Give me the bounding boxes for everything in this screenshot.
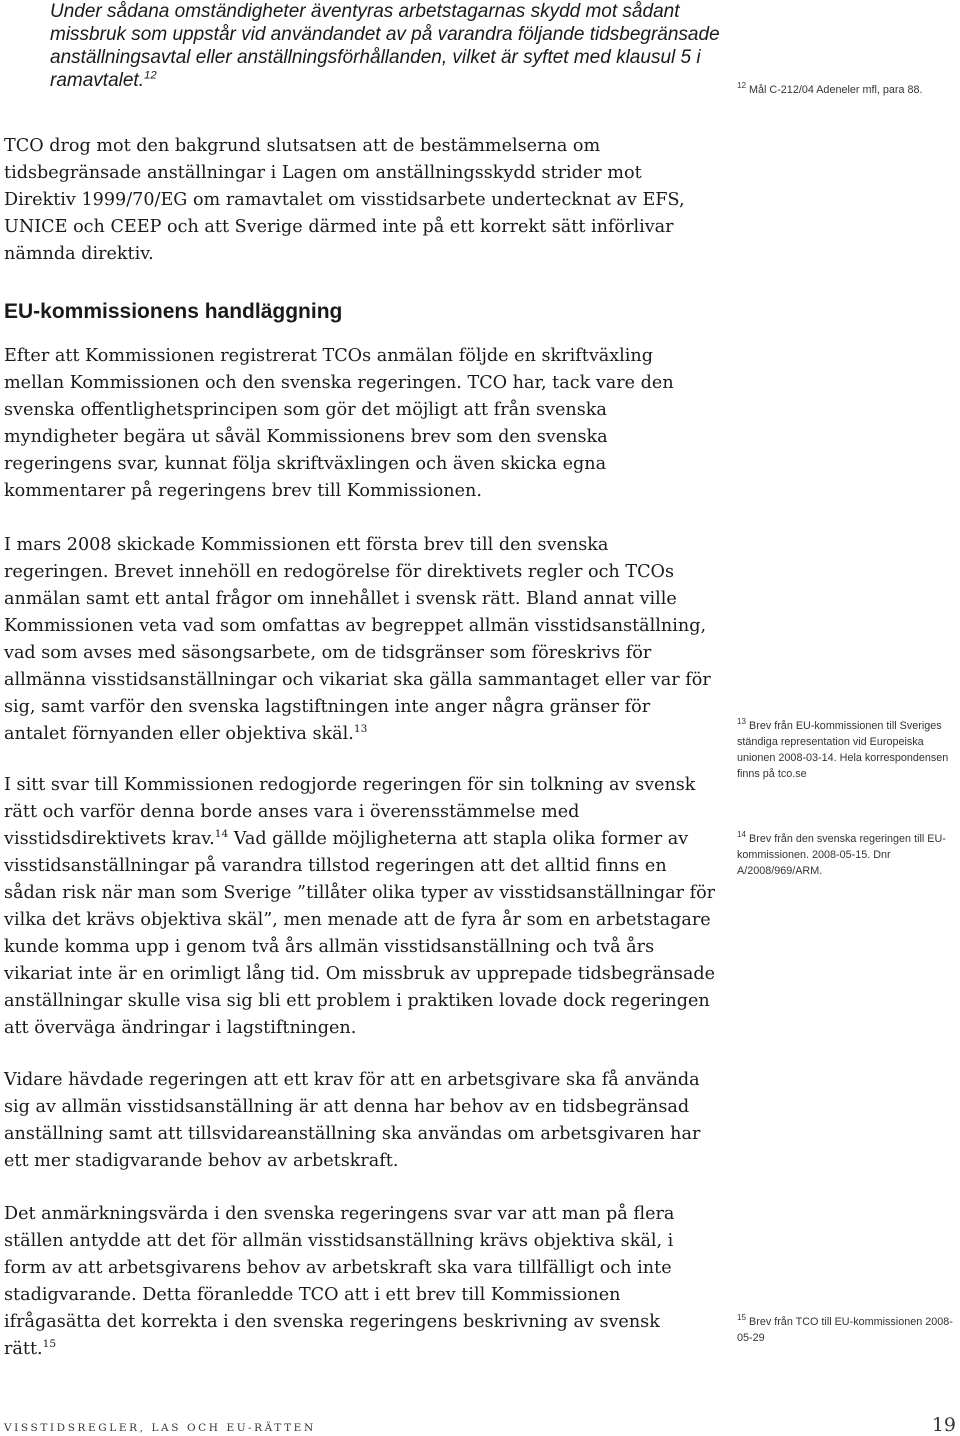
footnote-15-text: Brev från TCO till EU-kommissionen 2008-05-29 <box>737 1316 953 1344</box>
footnote-12 <box>737 82 959 98</box>
paragraph-first-letter <box>4 532 716 748</box>
footnote-12-number: 12 <box>737 81 747 91</box>
page-number: 19 <box>931 1414 956 1436</box>
paragraph-conclusion: TCO drog mot den bakgrund slutsatsen att de bestämmelserna om tidsbegränsade anställningar i Lagen om anställningsskydd strider mot Direktiv 1999/70/EG om ramavtalet om visstidsarbete undertecknat av EFS, UNICE och CEEP och att Sverige därmed inte på ett korrekt sätt införlivar nämnda direktiv. <box>4 136 685 264</box>
footnote-ref-14: 14 <box>214 828 229 841</box>
quote-text: Under sådana omständigheter äventyras arbetstagarnas skydd mot sådant missbruk som uppstår vid användandet av på varandra följande tidsbegränsade anställningsavtal eller anställningsförhållanden, vilket är syftet med klausul 5 i ramavtalet. <box>50 1 720 91</box>
paragraph-remarkable-text: Det anmärkningsvärda i den svenska regeringens svar var att man på flera ställen antydde att det för allmän visstidsanställning krävs objektiva skäl, i form av att arbetsgivarens behov av arbetskraft ska vara tillfälligt och inte stadigvarande. Detta föranledde TCO att i ett brev till Kommissionen ifrågasätta det korrekta i den svenska regeringens beskrivning av svensk rätt. <box>4 1204 675 1359</box>
footnote-14 <box>737 831 959 879</box>
footnote-ref-13: 13 <box>353 723 368 736</box>
paragraph-government-reply-text-a: I sitt svar till Kommissionen redogjorde regeringen för sin tolkning av svensk rätt och varför denna borde anses vara i överensstämmelse med visstidsdirektivets krav. <box>4 775 696 849</box>
footnote-14-text: Brev från den svenska regeringen till EU-kommissionen. 2008-05-15. Dnr A/2008/969/ARM. <box>737 833 946 877</box>
footnote-15 <box>737 1314 959 1346</box>
paragraph-further-claim: Vidare hävdade regeringen att ett krav för att en arbetsgivare ska få använda sig av allmän visstidsanställning är att denna har behov av en tidsbegränsad anställning samt att tillsvidareanställning ska användas om arbetsgivaren har ett mer stadigvarande behov av arbetskraft. <box>4 1070 701 1171</box>
paragraph-government-reply-text-b: Vad gällde möjligheterna att stapla olika former av visstidsanställningar på varandra tillstod regeringen att det alltid finns en sådan risk när man som Sverige ”tillåter olika typer av visstidsanställningar för vilka det krävs objektiva skäl”, men menade att de fyra år som en arbetstagare kunde komma upp i genom två års allmän visstidsanställning och två års vikariat inte är en orimligt lång tid. Om missbruk av upprepade tidsbegränsade anställningar skulle visa sig bli ett problem i praktiken lovade dock regeringen att överväga ändringar i lagstiftningen. <box>4 829 716 1038</box>
footnote-15-number: 15 <box>737 1313 747 1323</box>
section-heading: EU-kommissionens handläggning <box>4 300 343 323</box>
footnote-14-number: 14 <box>737 830 747 840</box>
paragraph-first-letter-text: I mars 2008 skickade Kommissionen ett första brev till den svenska regeringen. Brevet innehöll en redogörelse för direktivets regler och TCOs anmälan samt ett antal frågor om innehållet i svensk rätt. Bland annat ville Kommissionen veta vad som omfattas av begreppet allmän visstidsanställning, vad som avses med säsongsarbete, om de tidsgränser som föreskrivs för allmänna visstidsanställningar och vikariat ska gälla sammantaget eller var för sig, samt varför den svenska lagstiftningen inte anger några gränser för antalet förnyanden eller objektiva skäl. <box>4 535 711 744</box>
block-quote <box>50 0 722 92</box>
footnote-ref-12: 12 <box>143 69 157 82</box>
running-footer-title: VISSTIDSREGLER, LAS OCH EU-RÄTTEN <box>4 1422 316 1434</box>
footnote-13-number: 13 <box>737 717 747 727</box>
paragraph-remarkable <box>4 1201 716 1363</box>
footnote-13 <box>737 718 959 782</box>
footnote-13-text: Brev från EU-kommissionen till Sveriges ständiga representation vid Europeiska unionen 2008-03-14. Hela korrespondensen finns på tco.se <box>737 720 949 780</box>
paragraph-correspondence: Efter att Kommissionen registrerat TCOs anmälan följde en skriftväxling mellan Kommissionen och den svenska regeringen. TCO har, tack vare den svenska offentlighetsprincipen som gör det möjligt att från svenska myndigheter begära ut såväl Kommissionens brev som den svenska regeringens svar, kunnat följa skriftväxlingen och även skicka egna kommentarer på regeringens brev till Kommissionen. <box>4 346 674 501</box>
footnote-ref-15: 15 <box>42 1338 57 1351</box>
paragraph-government-reply <box>4 772 716 1042</box>
footnote-12-text: Mål C-212/04 Adeneler mfl, para 88. <box>749 84 923 96</box>
